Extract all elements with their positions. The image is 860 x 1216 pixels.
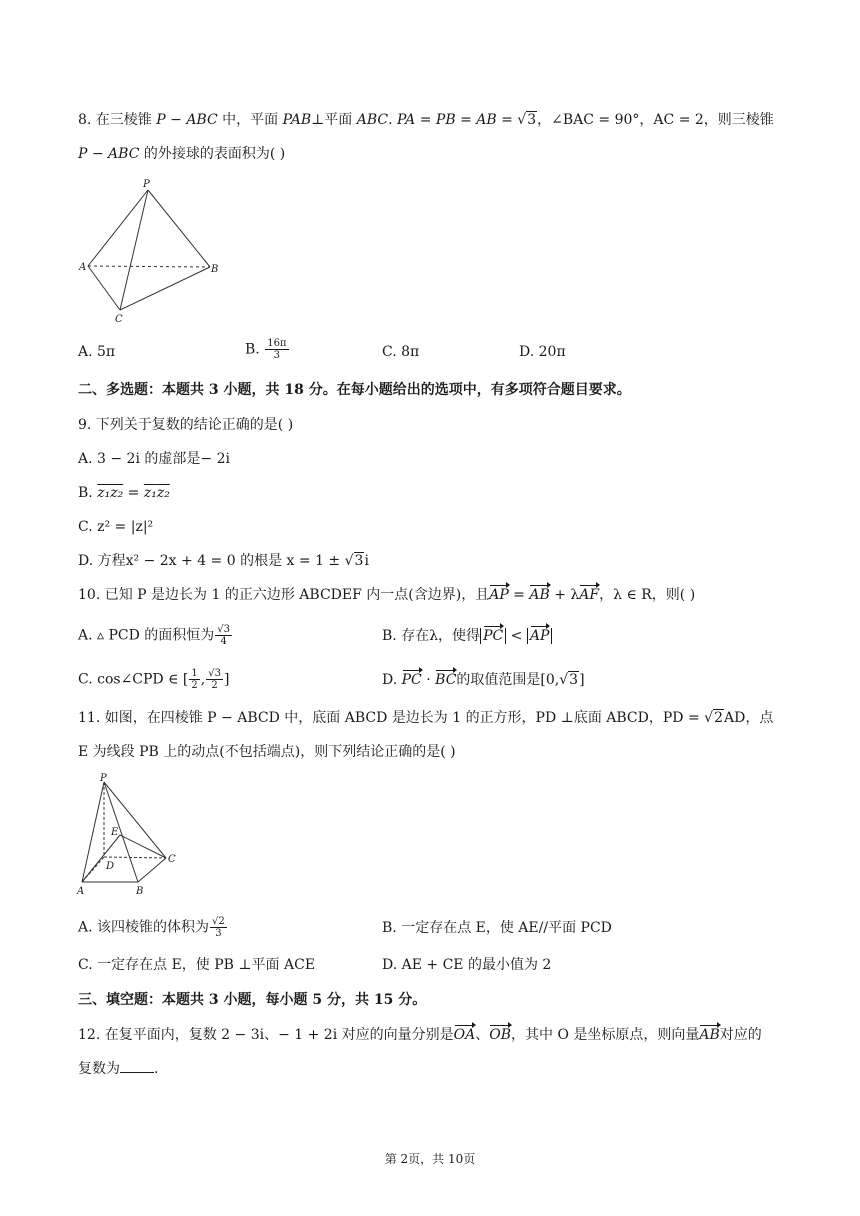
q12-stem-line2: 复数为 . — [78, 1058, 158, 1079]
edge-cb — [120, 267, 210, 310]
q8-option-c: C. 8π — [382, 344, 420, 360]
answer-blank[interactable] — [120, 1058, 154, 1073]
edge-pc — [104, 782, 166, 858]
q8-tetrahedron-figure — [78, 176, 228, 326]
label-c: C — [115, 314, 123, 325]
q11-option-b: B. 一定存在点 E，使 AE//平面 PCD — [382, 920, 612, 936]
edge-ab-hidden — [88, 266, 210, 267]
edge-bc — [138, 858, 166, 882]
q10-option-c: C. cos∠CPD ∈ [ $\frac{1}{2}$ , $\frac{√3}{2}$ ] — [78, 668, 230, 691]
q12-stem-line1: 12. 在复平面内，复数 2 − 3i、− 1 + 2i 对应的向量分别是OA、OB，其中 O 是坐标原点，则向量AB对应的 — [78, 1027, 762, 1043]
q9-option-b: B. z₁z₂ = z₁z₂ — [78, 485, 170, 501]
edge-pa — [82, 782, 104, 882]
label-p: P — [100, 773, 107, 784]
q8-option-a: A. 5π — [78, 344, 116, 360]
label-d: D — [106, 861, 115, 872]
label-c: C — [168, 854, 176, 865]
label-a: A — [79, 262, 87, 273]
q10-option-b: B. 存在λ，使得 PC < AP — [382, 626, 552, 646]
edge-ac — [88, 266, 120, 310]
q10-stem: 10. 已知 P 是边长为 1 的正六边形 ABCDEF 内一点(含边界)，且AP = AB + λAF，λ ∈ R，则( ) — [78, 587, 696, 603]
q11-stem-line1: 11. 如图，在四棱锥 P − ABCD 中，底面 ABCD 是边长为 1 的正方形，PD ⊥底面 ABCD，PD = √2AD，点 — [78, 710, 774, 726]
q8-stem-line1: 8. 在三棱锥 P − ABC 中，平面 PAB⊥平面 ABC. PA = PB = AB = √3，∠BAC = 90°，AC = 2，则三棱锥 — [78, 112, 774, 128]
q8-option-d: D. 20π — [519, 344, 566, 360]
q11-option-d: D. AE + CE 的最小值为 2 — [382, 957, 552, 973]
q8-option-b: B. $\frac{16\pi}{3}$ — [245, 338, 287, 361]
page-footer: 第 2页，共 10页 — [384, 1152, 476, 1166]
q9-option-d: D. 方程x² − 2x + 4 = 0 的根是 x = 1 ± √3i — [78, 553, 369, 569]
q11-option-a: A. 该四棱锥的体积为 $\frac{√2}{3}$ — [78, 916, 225, 939]
q11-pyramid-figure — [76, 772, 186, 898]
q9-option-c: C. z² = |z|² — [78, 519, 154, 535]
edge-pb — [148, 190, 210, 267]
section-3-heading: 三、填空题：本题共 3 小题，每小题 5 分，共 15 分。 — [78, 992, 427, 1008]
label-b: B — [136, 886, 144, 897]
q9-option-a: A. 3 − 2i 的虚部是− 2i — [78, 451, 230, 467]
q10-option-d: D. PC · BC的取值范围是[0,√3] — [382, 672, 585, 688]
label-e: E — [111, 827, 119, 838]
label-b: B — [211, 264, 219, 275]
q11-option-c: C. 一定存在点 E，使 PB ⊥平面 ACE — [78, 957, 316, 973]
q10-option-a: A. ▵ PCD 的面积恒为 $\frac{√3}{4}$ — [78, 624, 231, 647]
q9-stem: 9. 下列关于复数的结论正确的是( ) — [78, 417, 294, 433]
section-2-heading: 二、多选题：本题共 3 小题，共 18 分。在每小题给出的选项中，有多项符合题目要求。 — [78, 382, 631, 398]
q11-stem-line2: E 为线段 PB 上的动点(不包括端点)，则下列结论正确的是( ) — [78, 744, 456, 760]
label-a: A — [77, 886, 85, 897]
label-p: P — [143, 179, 150, 190]
segment-ae — [82, 835, 120, 882]
q8-stem-line2: P − ABC 的外接球的表面积为( ) — [78, 146, 286, 162]
segment-ec — [120, 835, 166, 858]
edge-dc-hidden — [104, 857, 166, 858]
